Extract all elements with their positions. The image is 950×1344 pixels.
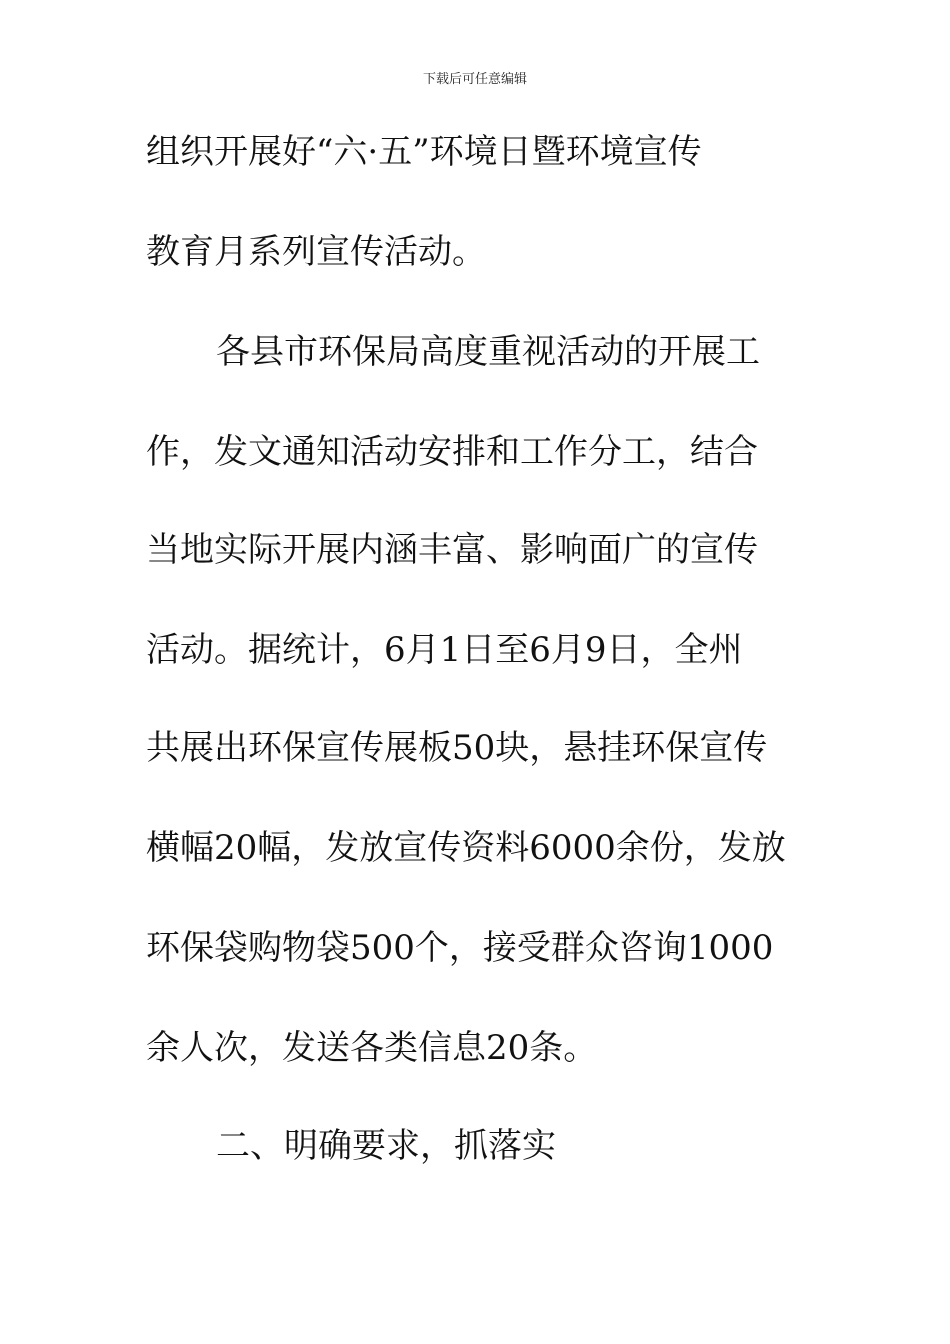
- paragraph-line: 组织开展好“六·五”环境日暨环境宣传: [146, 132, 702, 172]
- paragraph-line: 作，发文通知活动安排和工作分工，结合: [146, 432, 758, 472]
- paragraph-line: 环保袋购物袋500个，接受群众咨询1000: [146, 928, 774, 968]
- paragraph-line: 当地实际开展内涵丰富、影响面广的宣传: [146, 530, 758, 570]
- paragraph-line: 共展出环保宣传展板50块，悬挂环保宣传: [146, 728, 768, 768]
- header-note: 下载后可任意编辑: [422, 72, 527, 87]
- paragraph-line: 教育月系列宣传活动。: [146, 232, 486, 272]
- section-heading: 二、明确要求，抓落实: [216, 1126, 556, 1166]
- paragraph-line: 余人次，发送各类信息20条。: [146, 1028, 598, 1068]
- paragraph-line: 活动。据统计，6月1日至6月9日，全州: [146, 630, 743, 670]
- paragraph-line: 横幅20幅，发放宣传资料6000余份，发放: [146, 828, 786, 868]
- paragraph-line: 各县市环保局高度重视活动的开展工: [216, 332, 760, 372]
